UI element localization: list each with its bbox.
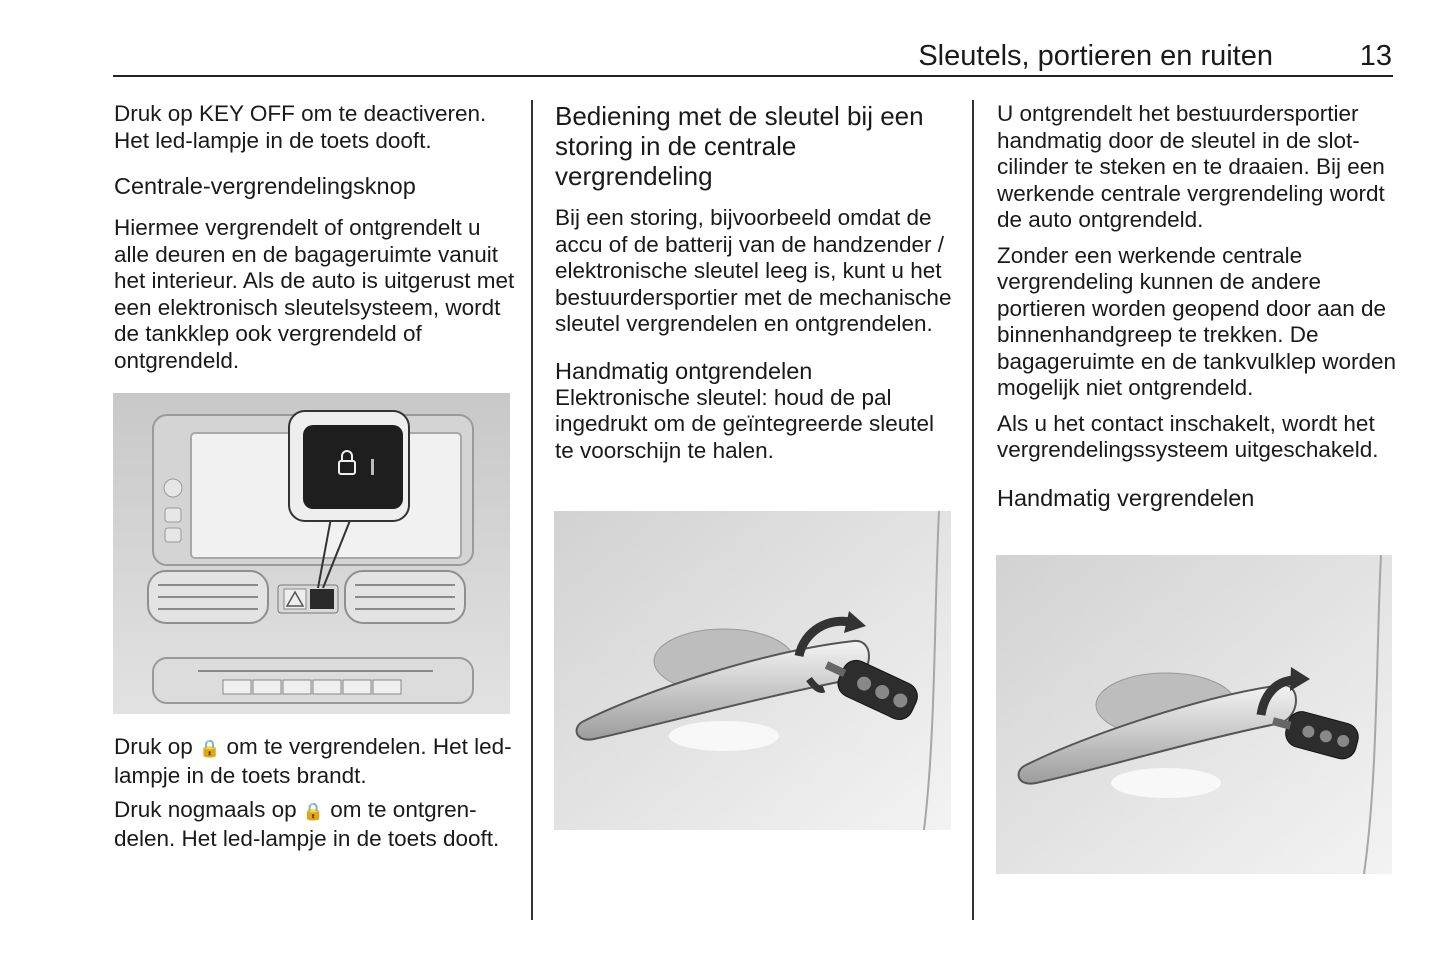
- figure-manual-lock: [996, 555, 1392, 874]
- paragraph-unlock-after: om te ontgrendelen. Het led-lampje in de toets dooft.: [114, 797, 500, 851]
- heading-key-operation-fault: Bediening met de sleutel bij een storing in de centrale vergrendeling: [555, 101, 924, 191]
- column-1-lower: [114, 734, 519, 852]
- column-2: [555, 101, 955, 464]
- figure-central-lock-button: [113, 393, 510, 714]
- paragraph-electronic-key: Elektronische sleutel: houd de pal ingedrukt om de geïntegreerde sleutel te voorschijn te halen.: [555, 384, 934, 463]
- column-divider-2: [972, 100, 974, 920]
- column-3: [997, 101, 1397, 512]
- paragraph-lock: [114, 734, 519, 789]
- paragraph-without-central-lock: Zonder een werkende centrale vergrendeling kunnen de andere portieren worden geopend door aan de binnenhandgreep te trekken. De bagageruimte en de tankvulklep worden mogelijk niet ontgrendeld.: [997, 242, 1397, 400]
- column-divider-1: [531, 100, 533, 920]
- header-rule: [113, 75, 1393, 77]
- paragraph-unlock-before: Druk nogmaals op: [114, 797, 303, 822]
- figure-manual-unlock: [554, 511, 951, 830]
- lock-icon: 🔒: [302, 802, 325, 821]
- subheading-manual-lock: Handmatig vergrendelen: [997, 484, 1255, 511]
- paragraph-lock-before: Druk op: [114, 734, 200, 759]
- paragraph-lock-after: om te vergrendelen. Het led-lampje in de toets brandt.: [114, 734, 512, 788]
- paragraph-manual-unlock-door: U ontgrendelt het bestuurdersportier handmatig door de sleutel in de slotcilinder te steken en te draaien. Bij een werkende centrale vergrendeling wordt de auto ontgrendeld.: [997, 101, 1385, 232]
- section-title: Sleutels, portieren en ruiten: [918, 40, 1273, 72]
- subheading-manual-unlock: Handmatig ontgrendelen: [555, 357, 813, 384]
- paragraph-ignition: Als u het contact inschakelt, wordt het vergrendelingssysteem uitgeschakeld.: [997, 410, 1379, 462]
- column-1: [114, 101, 519, 374]
- paragraph-central-lock-intro: Hiermee vergrendelt of ontgrendelt u alle deuren en de bagageruimte vanuit het interieur. Als de auto is uitgerust met een elektronisch sleutelsysteem, wordt de tankklep ook vergrendeld of ontgrendeld.: [114, 215, 515, 373]
- paragraph-fault: Bij een storing, bijvoorbeeld omdat de accu of de batterij van de handzender / elektronische sleutel leeg is, kunt u het bestuurdersportier met de mechanische sleutel vergrendelen en ontgrendelen.: [555, 205, 952, 336]
- lock-icon: 🔒: [199, 739, 221, 758]
- page-number: 13: [1359, 40, 1392, 72]
- paragraph-key-off: Druk op KEY OFF om te deactiveren. Het led-lampje in de toets dooft.: [114, 101, 487, 153]
- paragraph-unlock: [114, 797, 519, 852]
- heading-central-lock-button: Centrale-vergrendelingsknop: [114, 173, 416, 199]
